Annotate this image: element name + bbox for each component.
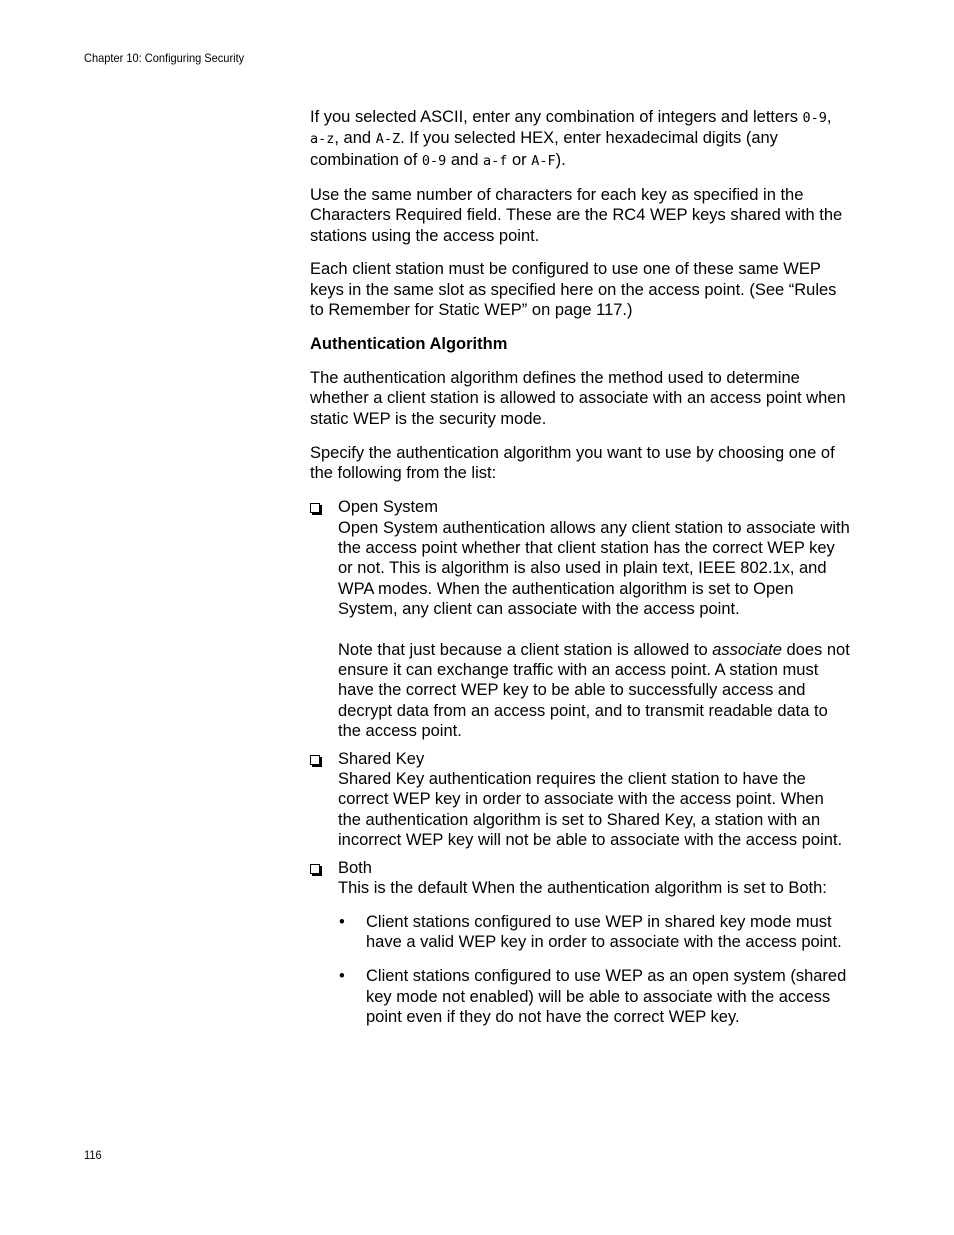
option-title: Both (338, 858, 372, 877)
option-title: Open System (338, 498, 438, 517)
text-run: Note that just because a client station is allowed to (338, 640, 713, 659)
option-description: This is the default When the authentication algorithm is set to Both: (338, 879, 827, 897)
option-note (338, 640, 850, 742)
text-run: and (446, 150, 483, 169)
option-description: Open System authentication allows any client station to associate with the access point whether that client station has the correct WEP key or not. This is algorithm is also used in plain text, IEEE 802.1x, and WPA modes. When the authentication algorithm is set to Open System, any client can associate with the access point. (338, 518, 850, 619)
key-length-paragraph: Use the same number of characters for each key as specified in the Characters Required field. These are the RC4 WEP keys shared with the stations using the access point. (310, 185, 843, 245)
option-shared-key (310, 749, 850, 851)
ascii-hex-paragraph (310, 107, 850, 171)
section-heading: Authentication Algorithm (310, 335, 508, 354)
list-item (310, 912, 850, 953)
text-run: , and (334, 129, 376, 148)
option-both (310, 858, 850, 1028)
page-body (310, 107, 850, 1034)
code-range: A-Z (375, 131, 401, 148)
code-range: a-f (483, 152, 508, 169)
text-run: , (826, 108, 832, 126)
auth-choose-paragraph: Specify the authentication algorithm you want to use by choosing one of the following from the list: (310, 443, 835, 483)
bullet-icon: • (339, 967, 345, 986)
client-slot-paragraph: Each client station must be configured to use one of these same WEP keys in the same slot as specified here on the access point. (See “Rules to Remember for Static WEP” on page 117.) (310, 260, 837, 320)
running-header: Chapter 10: Configuring Security (84, 51, 245, 65)
option-title: Shared Key (338, 749, 425, 768)
bullet-text: Client stations configured to use WEP as an open system (shared key mode not enabled) will be able to associate with the access point even if they do not have the correct WEP key. (366, 967, 847, 1027)
checkbox-bullet-icon (310, 864, 320, 874)
emphasis: associate (712, 640, 782, 659)
code-range: 0-9 (802, 110, 827, 126)
code-range: A-F (531, 152, 556, 169)
checkbox-bullet-icon (310, 503, 320, 513)
text-run: If you selected ASCII, enter any combination of integers and letters (310, 108, 803, 126)
text-run: does not ensure it can exchange traffic with an access point. A station must have the correct WEP key to be able to successfully access and decrypt data from an access point, and to transmit readable data to the access point. (338, 640, 850, 741)
list-item (310, 966, 850, 1027)
bullet-icon: • (339, 912, 345, 931)
text-run: . If you selected HEX, enter hexadecimal digits (any combination of (310, 129, 778, 169)
checkbox-bullet-icon (310, 755, 320, 765)
option-description: Shared Key authentication requires the client station to have the correct WEP key in order to associate with the access point. When the authentication algorithm is set to Shared Key, a station with an incorrect WEP key will not be able to associate with the access point. (338, 769, 843, 850)
bullet-text: Client stations configured to use WEP in shared key mode must have a valid WEP key in order to associate with the access point. (366, 912, 842, 952)
page-number: 116 (84, 1148, 102, 1162)
auth-definition-paragraph: The authentication algorithm defines the method used to determine whether a client station is allowed to associate with an access point when static WEP is the security mode. (310, 369, 846, 428)
option-open-system (310, 497, 850, 741)
code-range: 0-9 (421, 152, 447, 169)
text-run: or (507, 150, 532, 169)
text-run: ). (555, 150, 566, 169)
code-range: a-z (310, 131, 335, 148)
